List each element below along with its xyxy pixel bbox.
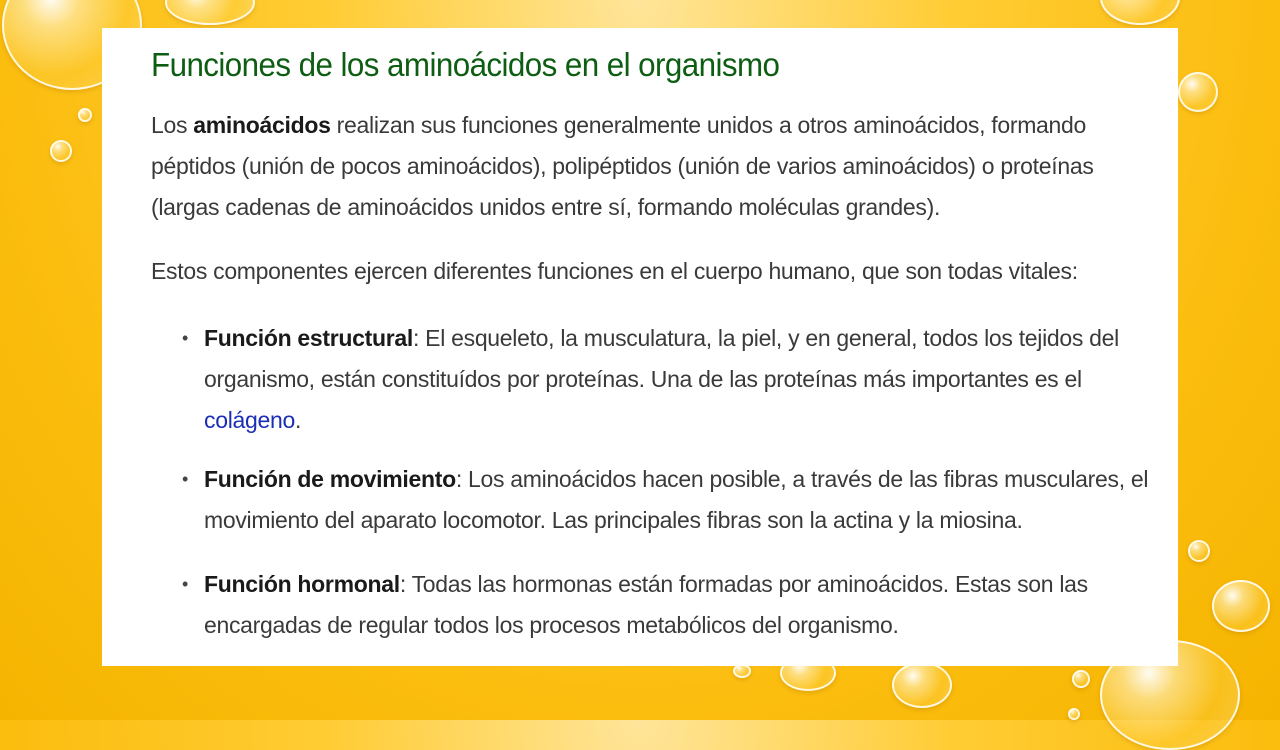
- bullet-icon: •: [182, 574, 189, 594]
- water-drop-decoration: [1072, 670, 1090, 688]
- list-item-hormonal: [182, 564, 1164, 646]
- water-drop-decoration: [165, 0, 255, 25]
- function-name: Función hormonal: [204, 571, 400, 597]
- water-drop-decoration: [1068, 708, 1080, 720]
- function-name: Función de movimiento: [204, 466, 456, 492]
- water-drop-decoration: [892, 662, 952, 708]
- bullet-icon: •: [182, 328, 189, 348]
- water-drop-decoration: [1188, 540, 1210, 562]
- second-paragraph: Estos componentes ejercen diferentes funciones en el cuerpo humano, que son todas vitales:: [151, 258, 1078, 284]
- function-text-end: .: [294, 407, 302, 433]
- list-item-movement: [182, 459, 1164, 541]
- function-name: Función estructural: [204, 325, 413, 351]
- intro-paragraph: [151, 105, 1151, 228]
- water-drop-decoration: [733, 664, 751, 678]
- function-text: : Todas las hormonas están formadas por aminoácidos. Estas son las encargadas de regular todos los procesos metabólicos del organismo.: [204, 571, 1088, 638]
- function-text: : Los aminoácidos hacen posible, a través de las fibras musculares, el movimiento del aparato locomotor. Las principales fibras son la actina y la miosina.: [204, 466, 1149, 533]
- intro-bold-term: aminoácidos: [193, 112, 331, 138]
- function-text: : El esqueleto, la musculatura, la piel, y en general, todos los tejidos del organismo, están constituídos por proteínas. Una de las proteínas más importantes es el: [204, 325, 1119, 392]
- water-drop-decoration: [1100, 0, 1180, 25]
- water-drop-decoration: [50, 140, 72, 162]
- intro-rest: realizan sus funciones generalmente unidos a otros aminoácidos, formando péptidos (unión de pocos aminoácidos), polipéptidos (unión de varios aminoácidos) o proteínas (largas cadenas de aminoácidos unidos entre sí, formando moléculas grandes).: [151, 112, 1094, 220]
- list-item-structural: [182, 318, 1164, 441]
- intro-lead: Los: [151, 112, 194, 138]
- bullet-icon: •: [182, 469, 189, 489]
- content-card: [102, 28, 1178, 666]
- slide-title: Funciones de los aminoácidos en el organismo: [151, 46, 780, 83]
- water-drop-decoration: [1212, 580, 1270, 632]
- water-drop-decoration: [78, 108, 92, 122]
- water-drop-decoration: [1178, 72, 1218, 112]
- colageno-link[interactable]: colágeno: [204, 407, 295, 433]
